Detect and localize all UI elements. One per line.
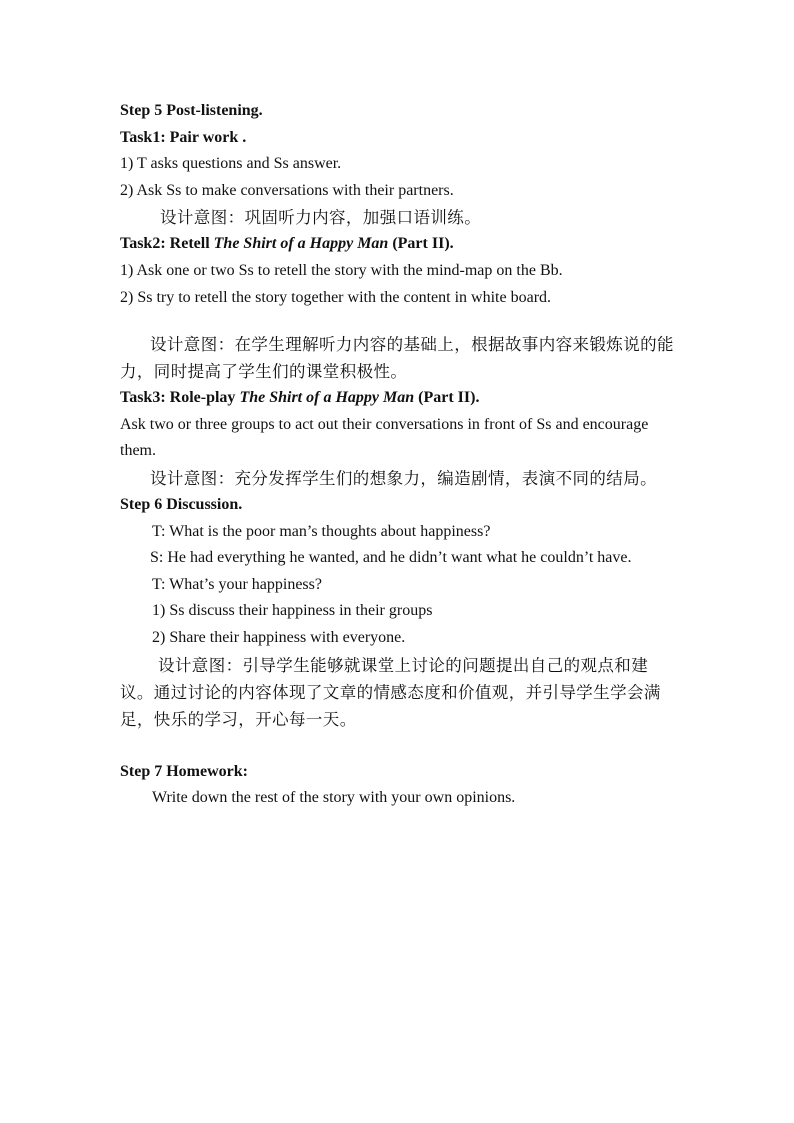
- task3-label: Task3: [120, 389, 161, 407]
- step6-question-1: T: What is the poor man’s thoughts about happiness?: [152, 522, 491, 540]
- task3-title-suffix: (Part II).: [414, 389, 480, 407]
- step6-answer-1: S: He had everything he wanted, and he didn’t want what he couldn’t have.: [150, 549, 632, 567]
- task3-story-title: The Shirt of a Happy Man: [239, 389, 415, 407]
- task2-title-suffix: (Part II).: [388, 235, 454, 253]
- step6-heading: Step 6 Discussion.: [120, 495, 243, 513]
- task1-item-2: 2) Ask Ss to make conversations with their partners.: [120, 181, 454, 199]
- task3-text: Ask two or three groups to act out their conversations in front of Ss and encourage them.: [120, 415, 649, 460]
- task1-title-text: : Pair work .: [160, 128, 247, 146]
- task2-label: Task2: [120, 235, 161, 253]
- task1-design-intent: 设计意图：巩固听力内容，加强口语训练。: [160, 208, 482, 228]
- step6-question-2: T: What’s your happiness?: [152, 575, 322, 593]
- step6-item-1: 1) Ss discuss their happiness in their groups: [152, 602, 433, 620]
- task2-item-1: 1) Ask one or two Ss to retell the story with the mind-map on the Bb.: [120, 261, 563, 279]
- task1-title: [120, 125, 680, 152]
- task1-label: Task1: [120, 128, 161, 146]
- task2-title-prefix: : Retell: [160, 235, 214, 253]
- step6-design-intent: 设计意图：引导学生能够就课堂上讨论的问题提出自己的观点和建议。通过讨论的内容体现了文章的情感态度和价值观，并引导学生学会满足，快乐的学习，开心每一天。: [120, 655, 661, 729]
- task2-item-2: 2) Ss try to retell the story together with the content in white board.: [120, 288, 552, 306]
- task3-design-intent: 设计意图：充分发挥学生们的想象力，编造剧情，表演不同的结局。: [150, 468, 657, 488]
- step7-heading: Step 7 Homework:: [120, 762, 248, 780]
- step6-item-2: 2) Share their happiness with everyone.: [152, 628, 406, 646]
- task2-story-title: The Shirt of a Happy Man: [213, 235, 389, 253]
- task3-title-prefix: : Role-play: [160, 389, 240, 407]
- task2-design-intent: 设计意图：在学生理解听力内容的基础上，根据故事内容来锻炼说的能力，同时提高了学生们的课堂积极性。: [120, 335, 674, 382]
- lesson-plan-document: [120, 98, 680, 812]
- step7-text: Write down the rest of the story with your own opinions.: [152, 789, 516, 807]
- task1-item-1: 1) T asks questions and Ss answer.: [120, 155, 342, 173]
- step5-heading: Step 5 Post-listening.: [120, 102, 263, 119]
- task3-title: [120, 385, 680, 412]
- task2-title: [120, 231, 680, 258]
